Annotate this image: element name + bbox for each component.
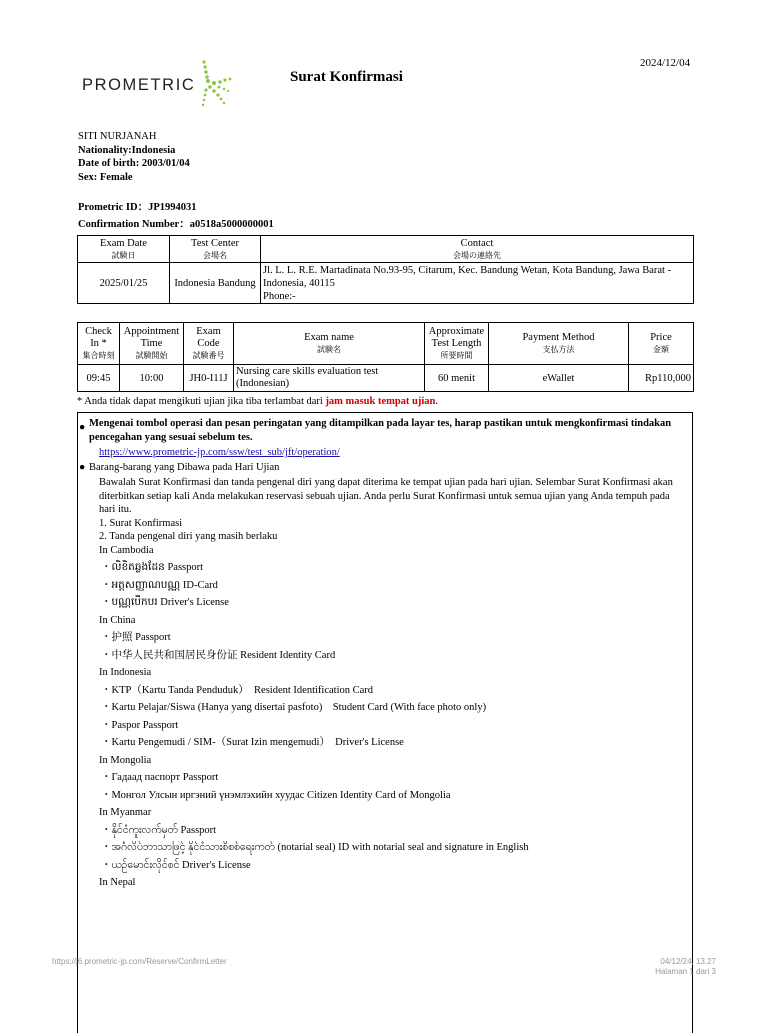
cell-check-in: 09:45 [78,365,120,392]
page-title: Surat Konfirmasi [290,69,403,85]
header-exam-date: Exam Date 試験日 [78,236,170,263]
doc-item: ・Монгол Улсын иргэний үнэмлэхийн хуудас Citizen Identity Card of Mongolia [101,789,451,801]
header-exam-name: Exam name 試験名 [234,323,425,365]
header-test-center: Test Center 会場名 [170,236,261,263]
cell-exam-date: 2025/01/25 [78,263,170,304]
doc-item: ・បណ្ណបើកបរ Driver's License [101,597,229,608]
country-nepal: In Nepal [99,877,136,888]
doc-item: ・နိုင်ငံကူးလက်မှတ် Passport [101,824,217,836]
late-arrival-note: * Anda tidak dapat mengikuti ujian jika tiba terlambat dari jam masuk tempat ujian. [77,396,439,407]
operation-link[interactable]: https://www.prometric-jp.com/ssw/test_sub/jft/operation/ [99,447,340,458]
doc-item: ・中华人民共和国居民身份证 Resident Identity Card [101,649,336,661]
person-sex: Sex: Female [78,171,133,183]
header-price: Price 金額 [629,323,694,365]
exam-table [77,322,694,392]
doc-item: ・Kartu Pelajar/Siswa (Hanya yang disertai pasfoto) Student Card (With face photo only) [101,702,487,713]
footer-meta [655,957,716,977]
person-name: SITI NURJANAH [78,131,157,142]
operation-link-row [78,446,688,460]
header-exam-code: Exam Code 試験番号 [184,323,234,365]
note-highlight: jam masuk tempat ujian [325,396,436,407]
cell-exam-code: JH0-I11J [184,365,234,392]
bullet-icon: ● [79,422,86,433]
person-nationality: Nationality:Indonesia [78,144,176,156]
header-test-length: Approximate Test Length 所要時間 [425,323,489,365]
items-paragraph: Bawalah Surat Konfirmasi dan tanda pengenal diri yang dapat diterima ke tempat ujian pada hari ujian. Selembar Surat Konfirmasi akan diterbitkan setiap kali Anda melakukan reservasi sebuah ujian. Anda perlu Surat Konfirmasi untuk semua ujian yang Anda tempuh pada hari itu. [99,477,673,515]
cell-appointment-time: 10:00 [120,365,184,392]
footer-url: https://j6.prometric-jp.com/Reserve/ConfirmLetter [52,957,227,966]
cell-test-center: Indonesia Bandung [170,263,261,304]
document-date: 2024/12/04 [640,57,691,69]
doc-item: ・ယဉ်မောင်းလိုင်စင် Driver's License [101,859,251,871]
header-appointment-time: Appointment Time 試験開始 [120,323,184,365]
test-center-table [77,235,694,304]
contact-phone: Phone:- [263,290,296,302]
bullet-icon: ● [79,461,86,473]
country-cambodia: In Cambodia [99,544,154,556]
doc-item: ・Kartu Pengemudi / SIM-（Surat Izin mengemudi） Driver's License [101,737,404,748]
country-mongolia: In Mongolia [99,754,152,766]
doc-item: ・អត្តសញ្ញាណបណ្ណ ID-Card [101,579,218,591]
prometric-logo [82,60,242,112]
person-dob: Date of birth: 2003/01/04 [78,158,190,169]
country-indonesia: In Indonesia [99,667,152,678]
personal-info [78,130,190,184]
footer-timestamp: 04/12/24, 13.27 [660,957,716,966]
prometric-id: Prometric ID：JP1994031 [78,202,197,213]
cell-price: Rp110,000 [629,365,694,392]
doc-item: ・Гадаад паспорт Passport [101,772,219,783]
item-confirmation-letter: 1. Surat Konfirmasi [99,517,183,529]
reference-ids [78,199,274,233]
doc-item: ・护照 Passport [101,632,171,643]
cell-exam-name: Nursing care skills evaluation test (Indonesian) [234,365,425,392]
confirmation-number: Confirmation Number：a0518a5000000001 [78,219,274,230]
doc-item: ・Paspor Passport [101,719,179,731]
header-payment-method: Payment Method 支払方法 [489,323,629,365]
instructions-body [78,415,688,890]
cell-test-length: 60 menit [425,365,489,392]
logo-text: PROMETRIC [82,76,196,94]
footer-page-number: Halaman 1 dari 3 [655,967,716,976]
header-check-in: Check In * 集合時刻 [78,323,120,365]
doc-item: ・KTP（Kartu Tanda Penduduk） Resident Identification Card [101,684,374,696]
doc-item: ・အင်္ဂလိပ်ဘာသာဖြင့် နိုင်ငံသားစိစစ်ရေးကတ် (notarial seal) ID with notarial seal and signature in English [101,842,529,853]
doc-item: ・លិខិតឆ្លងដែន Passport [101,562,204,573]
cell-payment-method: eWallet [489,365,629,392]
contact-address: Jl. L. L. R.E. Martadinata No.93-95, Citarum, Kec. Bandung Wetan, Kota Bandung, Jawa Barat - Indonesia, 40115 [263,264,672,289]
country-myanmar: In Myanmar [99,807,152,818]
header-contact: Contact 会場の連絡先 [261,236,694,263]
bullet-operation-notice: ● Mengenai tombol operasi dan pesan peringatan yang ditampilkan pada layar tes, harap pastikan untuk mengkonfirmasi tindakan pencegahan yang sesuai sebelum tes. [79,418,672,443]
logo-sparkle-icon [194,60,242,112]
bullet-items-to-bring: ● Barang-barang yang Dibawa pada Hari Ujian [79,461,280,473]
country-china: In China [99,614,136,626]
item-valid-id: 2. Tanda pengenal diri yang masih berlaku [99,531,278,542]
cell-contact [261,263,694,304]
